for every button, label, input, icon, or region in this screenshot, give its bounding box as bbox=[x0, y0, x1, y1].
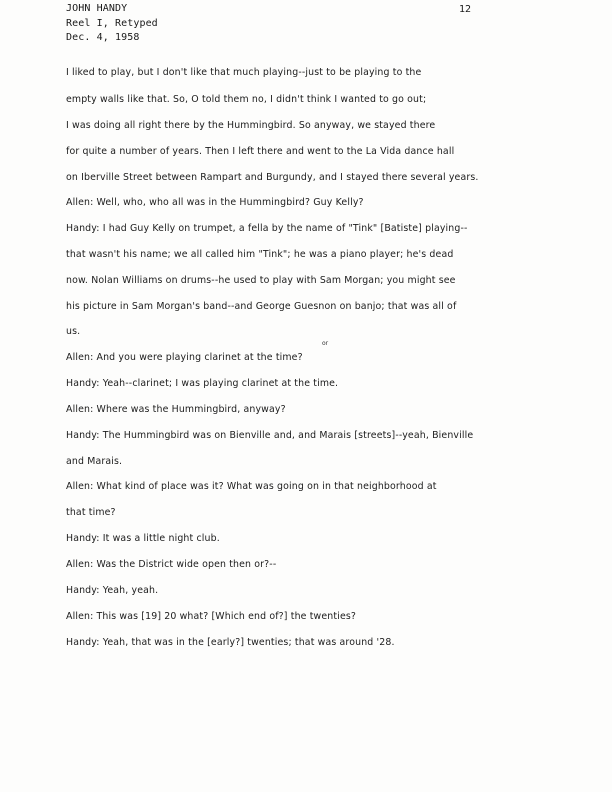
transcript-line: Handy: Yeah--clarinet; I was playing clarinet at the time. bbox=[66, 378, 339, 389]
transcript-line: now. Nolan Williams on drums--he used to play with Sam Morgan; you might see bbox=[66, 275, 456, 286]
header-name: JOHN HANDY bbox=[66, 3, 128, 14]
transcript-line: I liked to play, but I don't like that much playing--just to be playing to the bbox=[66, 67, 422, 78]
transcript-line: Allen: Where was the Hummingbird, anyway? bbox=[66, 404, 286, 415]
header-date: Dec. 4, 1958 bbox=[66, 32, 140, 43]
header-reel: Reel I, Retyped bbox=[66, 17, 158, 29]
transcript-line: Handy: I had Guy Kelly on trumpet, a fella by the name of "Tink" [Batiste] playing-- bbox=[66, 223, 468, 234]
page-number: 12 bbox=[459, 4, 472, 15]
transcript-line: Allen: What kind of place was it? What was going on in that neighborhood at bbox=[66, 481, 437, 492]
transcript-line: that time? bbox=[66, 507, 116, 518]
transcript-line: Allen: This was [19] 20 what? [Which end of?] the twenties? bbox=[66, 611, 357, 622]
transcript-line: on Iberville Street between Rampart and Burgundy, and I stayed there several years. bbox=[66, 172, 479, 183]
transcript-line: his picture in Sam Morgan's band--and George Guesnon on banjo; that was all of bbox=[66, 301, 457, 312]
handwritten-annotation: or bbox=[322, 340, 329, 347]
transcript-line: empty walls like that. So, O told them no, I didn't think I wanted to go out; bbox=[66, 94, 427, 105]
transcript-line: Handy: Yeah, that was in the [early?] twenties; that was around '28. bbox=[66, 637, 395, 648]
transcript-line: Handy: It was a little night club. bbox=[66, 533, 220, 544]
transcript-line: Allen: Well, who, who all was in the Hummingbird? Guy Kelly? bbox=[66, 197, 364, 208]
transcript-line: Handy: Yeah, yeah. bbox=[66, 585, 159, 596]
transcript-line: I was doing all right there by the Hummingbird. So anyway, we stayed there bbox=[66, 120, 436, 131]
transcript-line: Allen: And you were playing clarinet at the time? bbox=[66, 352, 303, 363]
transcript-line: Allen: Was the District wide open then or?-- bbox=[66, 559, 277, 570]
transcript-line: and Marais. bbox=[66, 456, 123, 467]
document-header bbox=[66, 2, 158, 46]
transcript-line: us. bbox=[66, 326, 81, 337]
transcript-line: that wasn't his name; we all called him "Tink"; he was a piano player; he's dead bbox=[66, 249, 454, 260]
transcript-line: Handy: The Hummingbird was on Bienville and, and Marais [streets]--yeah, Bienville bbox=[66, 430, 474, 441]
transcript-line: for quite a number of years. Then I left there and went to the La Vida dance hall bbox=[66, 146, 455, 157]
